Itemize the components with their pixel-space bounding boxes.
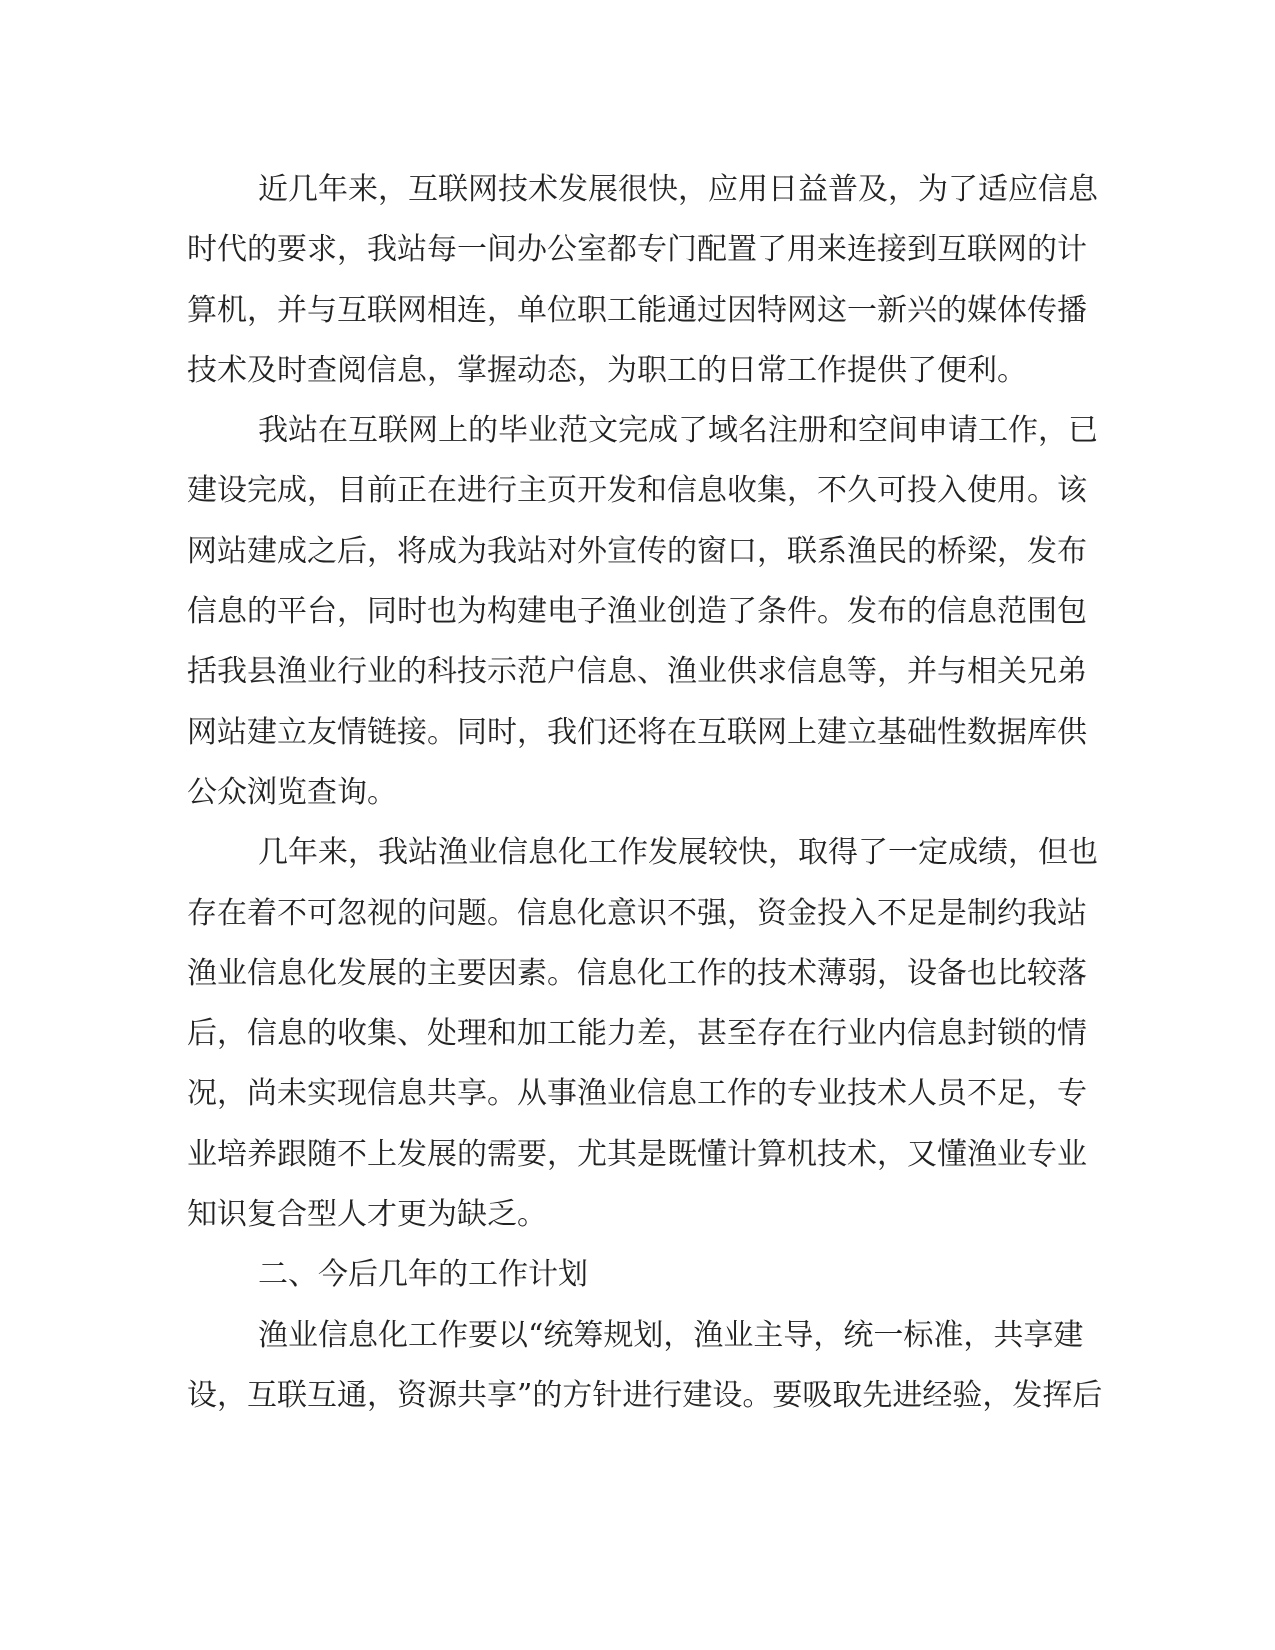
text-line: 近几年来，互联网技术发展很快，应用日益普及，为了适应信息 [258, 172, 1098, 207]
text-line: 算机，并与互联网相连，单位职工能通过因特网这一新兴的媒体传播 [187, 292, 1087, 328]
text-line: 时代的要求，我站每一间办公室都专门配置了用来连接到互联网的计 [187, 232, 1087, 268]
section-heading [187, 1245, 1067, 1305]
text-line: 信息的平台，同时也为构建电子渔业创造了条件。发布的信息范围包 [187, 594, 1087, 630]
paragraph [187, 401, 1098, 823]
text-line: 网站建立友情链接。同时，我们还将在互联网上建立基础性数据库供 [187, 714, 1087, 750]
text-line: 括我县渔业行业的科技示范户信息、渔业供求信息等，并与相关兄弟 [187, 654, 1087, 690]
text-line: 业培养跟随不上发展的需要，尤其是既懂计算机技术，又懂渔业专业 [187, 1136, 1087, 1172]
text-line: 建设完成，目前正在进行主页开发和信息收集，不久可投入使用。该 [187, 473, 1087, 509]
text-line: 渔业信息化工作要以“统筹规划，渔业主导，统一标准，共享建 [258, 1317, 1084, 1353]
text-line: 我站在互联网上的毕业范文完成了域名注册和空间申请工作，已 [258, 413, 1098, 449]
text-line: 网站建成之后，将成为我站对外宣传的窗口，联系渔民的桥梁，发布 [187, 533, 1087, 569]
document-body [187, 160, 1103, 1426]
text-line: 几年来，我站渔业信息化工作发展较快，取得了一定成绩，但也 [258, 835, 1098, 871]
text-line: 渔业信息化发展的主要因素。信息化工作的技术薄弱，设备也比较落 [187, 955, 1087, 991]
paragraph [187, 823, 1098, 1245]
text-line: 况，尚未实现信息共享。从事渔业信息工作的专业技术人员不足，专 [187, 1076, 1087, 1112]
text-line: 设，互联互通，资源共享”的方针进行建设。要吸取先进经验，发挥后 [187, 1377, 1103, 1413]
text-line: 公众浏览查询。 [187, 774, 397, 810]
text-line: 知识复合型人才更为缺乏。 [187, 1197, 547, 1233]
text-line: 后，信息的收集、处理和加工能力差，甚至存在行业内信息封锁的情 [187, 1016, 1087, 1052]
section-heading-text: 二、今后几年的工作计划 [258, 1257, 588, 1293]
text-line: 存在着不可忽视的问题。信息化意识不强，资金投入不足是制约我站 [187, 895, 1087, 931]
paragraph [187, 160, 1098, 401]
text-line: 技术及时查阅信息，掌握动态，为职工的日常工作提供了便利。 [187, 352, 1027, 388]
paragraph [187, 1306, 1103, 1427]
